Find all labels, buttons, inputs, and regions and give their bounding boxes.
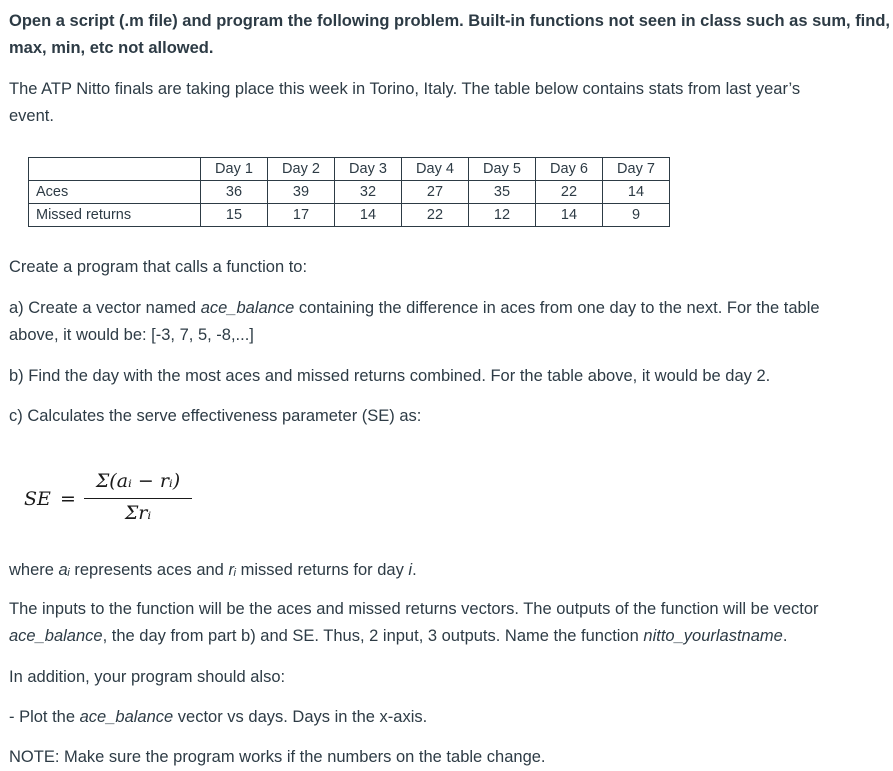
table-cell: 9 bbox=[603, 204, 670, 227]
table-cell: 32 bbox=[335, 181, 402, 204]
plot-variable: ace_balance bbox=[79, 708, 174, 726]
inputs-variable: ace_balance bbox=[9, 627, 103, 645]
table-header-cell: Day 5 bbox=[469, 158, 536, 181]
where-mid: represents aces and bbox=[69, 561, 229, 579]
table-header-row bbox=[29, 158, 670, 181]
table-cell: 14 bbox=[335, 204, 402, 227]
row-label-missed-returns: Missed returns bbox=[29, 204, 201, 227]
part-a-prefix: a) Create a vector named bbox=[9, 299, 201, 317]
table-row bbox=[29, 181, 670, 204]
table-cell: 22 bbox=[402, 204, 469, 227]
plot-line bbox=[9, 704, 427, 731]
intro-line-1: The ATP Nitto finals are taking place this week in Torino, Italy. The table below contains stats from last year’s bbox=[9, 80, 801, 98]
part-a-suffix: containing the difference in aces from one day to the next. For the table bbox=[294, 299, 820, 317]
intro-line-2: event. bbox=[9, 107, 54, 125]
part-a-line-2: above, it would be: [-3, 7, 5, -8,...] bbox=[9, 326, 254, 344]
table-cell: 36 bbox=[201, 181, 268, 204]
table-cell: 12 bbox=[469, 204, 536, 227]
table-header-cell: Day 3 bbox=[335, 158, 402, 181]
inputs-function-name: nitto_yourlastname bbox=[643, 627, 783, 645]
where-prefix: where bbox=[9, 561, 59, 579]
where-r-symbol: rᵢ bbox=[228, 561, 237, 579]
note-line: NOTE: Make sure the program works if the numbers on the table change. bbox=[9, 748, 546, 766]
table-corner-cell bbox=[29, 158, 201, 181]
addition-line: In addition, your program should also: bbox=[9, 668, 286, 686]
instructions bbox=[9, 8, 890, 62]
table-header-cell: Day 4 bbox=[402, 158, 469, 181]
fraction-bar bbox=[84, 498, 192, 499]
task-intro: Create a program that calls a function to: bbox=[9, 258, 308, 276]
table-cell: 22 bbox=[536, 181, 603, 204]
intro-paragraph bbox=[9, 76, 800, 130]
formula-equals: = bbox=[60, 488, 76, 510]
where-i-symbol: i bbox=[408, 561, 413, 579]
formula-fraction bbox=[84, 470, 192, 524]
table-header-cell: Day 7 bbox=[603, 158, 670, 181]
inputs-mid: , the day from part b) and SE. Thus, 2 input, 3 outputs. Name the function bbox=[102, 627, 644, 645]
formula-numerator: Σ(aᵢ − rᵢ) bbox=[95, 470, 181, 492]
part-a-variable: ace_balance bbox=[200, 299, 295, 317]
inputs-line-1: The inputs to the function will be the aces and missed returns vectors. The outputs of the function will be vector bbox=[9, 600, 819, 618]
formula-lhs: SE bbox=[24, 488, 51, 510]
where-end: . bbox=[412, 561, 417, 579]
plot-suffix: vector vs days. Days in the x-axis. bbox=[173, 708, 428, 726]
table-cell: 35 bbox=[469, 181, 536, 204]
table-cell: 14 bbox=[536, 204, 603, 227]
plot-prefix: - Plot the bbox=[9, 708, 80, 726]
instructions-line-1: Open a script (.m file) and program the following problem. Built-in functions not seen in class such as sum, find, bbox=[9, 12, 891, 30]
row-label-aces: Aces bbox=[29, 181, 201, 204]
table-cell: 27 bbox=[402, 181, 469, 204]
inputs-end: . bbox=[782, 627, 788, 645]
table-cell: 17 bbox=[268, 204, 335, 227]
formula-denominator: Σrᵢ bbox=[124, 502, 152, 524]
table-header-cell: Day 1 bbox=[201, 158, 268, 181]
where-line bbox=[9, 557, 417, 584]
table-cell: 39 bbox=[268, 181, 335, 204]
table-row bbox=[29, 204, 670, 227]
table-cell: 15 bbox=[201, 204, 268, 227]
part-c: c) Calculates the serve effectiveness parameter (SE) as: bbox=[9, 407, 422, 425]
where-a-symbol: aᵢ bbox=[58, 561, 70, 579]
where-suffix: missed returns for day bbox=[236, 561, 409, 579]
instructions-line-2: max, min, etc not allowed. bbox=[9, 39, 214, 57]
table-header-cell: Day 6 bbox=[536, 158, 603, 181]
table-header-cell: Day 2 bbox=[268, 158, 335, 181]
inputs-paragraph bbox=[9, 596, 893, 650]
part-b: b) Find the day with the most aces and missed returns combined. For the table above, it would be day 2. bbox=[9, 367, 771, 385]
stats-table bbox=[28, 157, 670, 227]
table-cell: 14 bbox=[603, 181, 670, 204]
part-a bbox=[9, 295, 820, 349]
